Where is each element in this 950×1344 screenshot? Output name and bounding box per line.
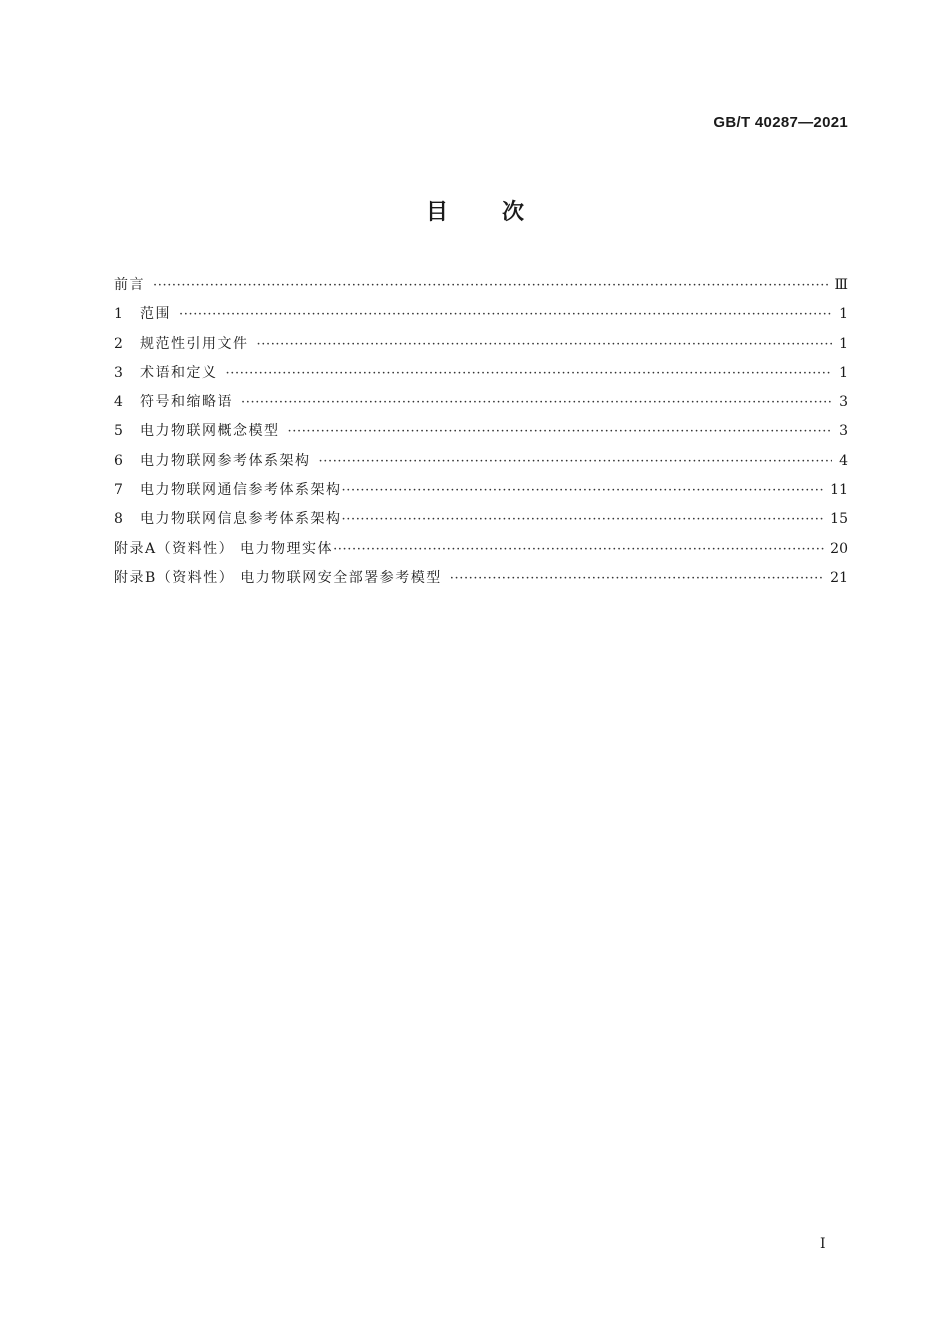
toc-entry-label: 术语和定义 [140, 364, 218, 381]
toc-entry-page: 4 [839, 452, 848, 469]
toc-entry-number: 6 [114, 452, 123, 469]
toc-entry-label: 电力物联网通信参考体系架构 [140, 482, 342, 499]
toc-entry-page: 15 [830, 511, 848, 528]
toc-entry-number: 5 [114, 423, 123, 440]
toc-entry-page: 1 [839, 306, 848, 323]
toc-leader-dots [342, 476, 825, 505]
toc-entry-page: 20 [830, 540, 848, 557]
toc-entry-page: 21 [830, 569, 848, 586]
toc-leader-dots [288, 417, 833, 446]
toc-leader-dots [241, 388, 832, 417]
toc-leader-dots [342, 505, 825, 534]
toc-entry-page: 3 [839, 394, 848, 411]
toc-entry-page: 11 [830, 482, 848, 499]
toc-entry-label: 附录A（资料性） 电力物理实体 [114, 540, 334, 557]
toc-leader-dots [179, 300, 832, 329]
toc-entry-label: 规范性引用文件 [140, 335, 249, 352]
toc-entry-label: 电力物联网参考体系架构 [140, 452, 311, 469]
toc-entry-3[interactable] [114, 359, 848, 388]
toc-entry-label: 符号和缩略语 [140, 394, 233, 411]
toc-leader-dots [226, 359, 833, 388]
toc-entry-number: 4 [114, 394, 123, 411]
standard-code: GB/T 40287—2021 [713, 114, 848, 131]
toc-entry-number: 2 [114, 335, 123, 352]
toc-entry-number: 1 [114, 306, 123, 323]
toc-entry-label: 电力物联网信息参考体系架构 [140, 511, 342, 528]
toc-leader-dots [333, 535, 824, 564]
toc-entry-2[interactable] [114, 330, 848, 359]
toc-entry-page: 1 [839, 364, 848, 381]
page-number: I [820, 1236, 826, 1252]
toc-entry-4[interactable] [114, 388, 848, 417]
toc-entry-appendix-b[interactable] [114, 564, 848, 593]
toc-leader-dots [153, 271, 828, 300]
toc-entry-1[interactable] [114, 300, 848, 329]
toc-entry-number: 7 [114, 482, 123, 499]
toc-entry-5[interactable] [114, 417, 848, 446]
toc-entry-label: 前言 [114, 277, 145, 293]
toc-entry-page: 1 [839, 335, 848, 352]
toc-entry-number: 8 [114, 511, 123, 528]
toc-entry-page: Ⅲ [834, 277, 848, 293]
toc-entry-appendix-a[interactable] [114, 535, 848, 564]
table-of-contents [114, 271, 848, 593]
toc-entry-number: 3 [114, 364, 123, 381]
toc-entry-foreword[interactable] [114, 271, 848, 300]
toc-entry-7[interactable] [114, 476, 848, 505]
toc-entry-6[interactable] [114, 447, 848, 476]
toc-entry-page: 3 [839, 423, 848, 440]
page-title: 目次 [425, 200, 578, 225]
toc-leader-dots [450, 564, 824, 593]
toc-entry-label: 附录B（资料性） 电力物联网安全部署参考模型 [114, 569, 442, 586]
toc-entry-label: 电力物联网概念模型 [140, 423, 280, 440]
toc-leader-dots [319, 447, 833, 476]
toc-leader-dots [257, 330, 833, 359]
toc-entry-8[interactable] [114, 505, 848, 534]
toc-entry-label: 范围 [140, 306, 171, 323]
